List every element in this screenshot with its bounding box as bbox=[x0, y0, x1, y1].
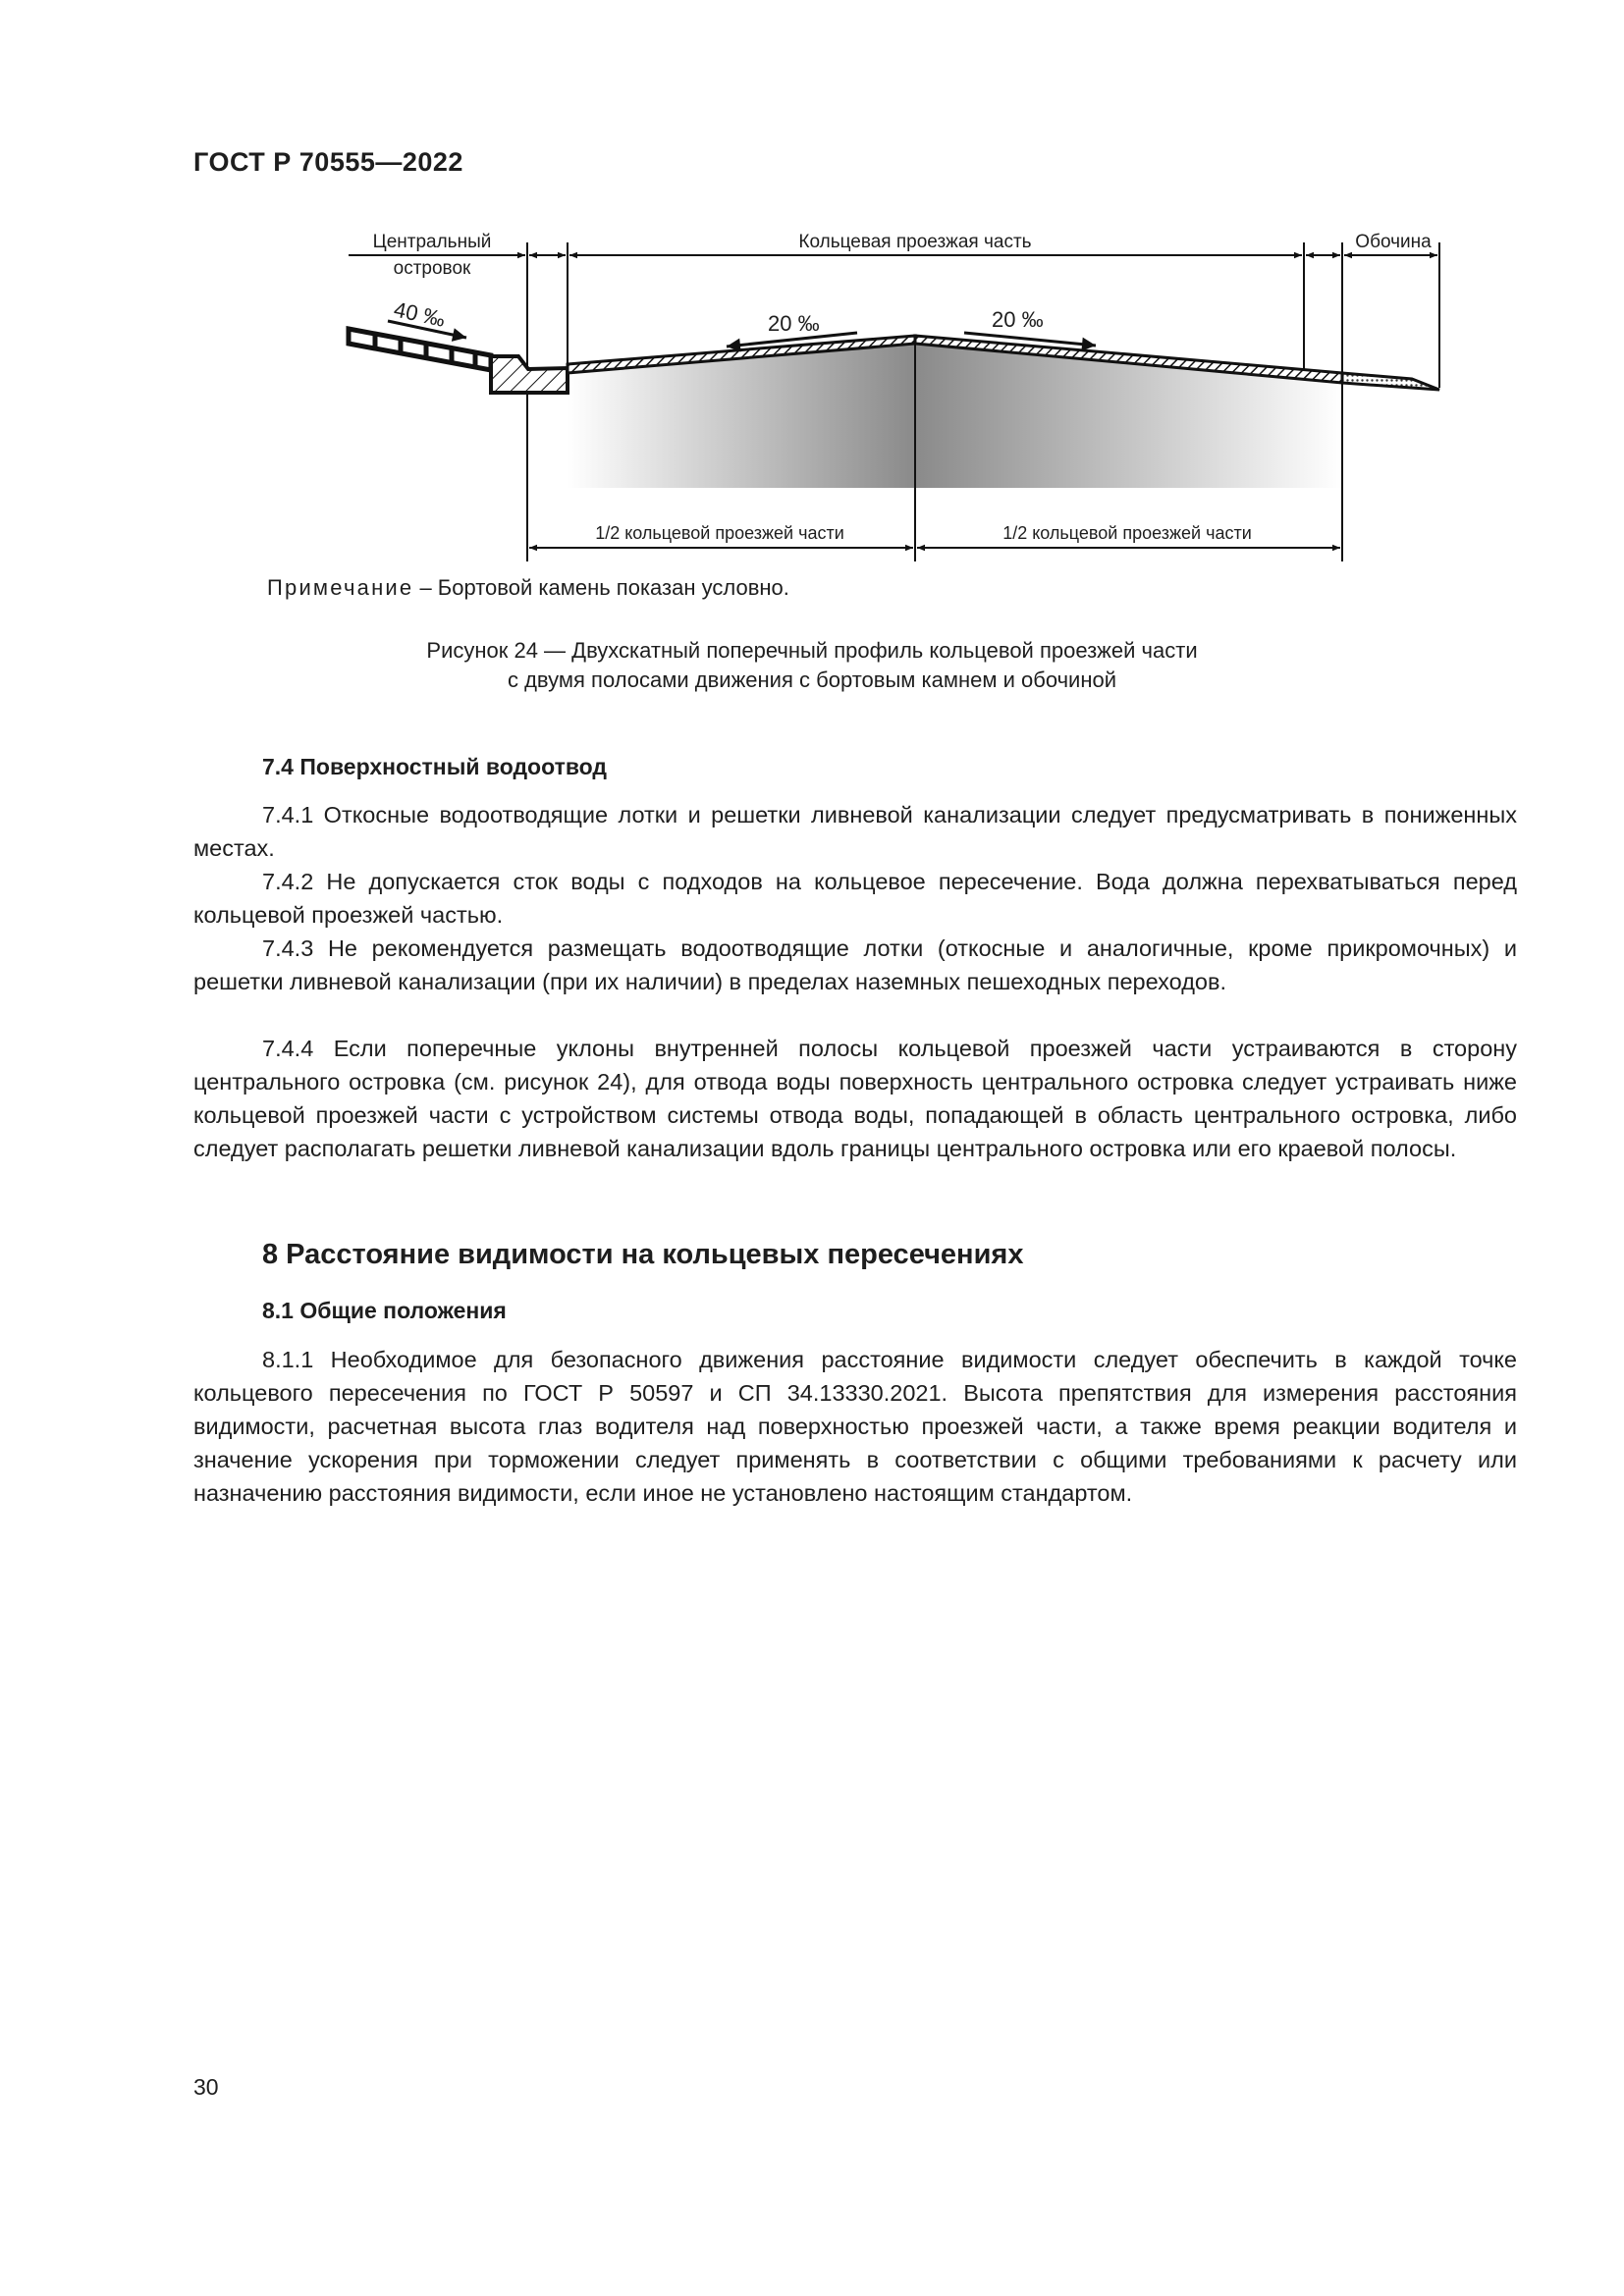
label-central-island-2: островок bbox=[393, 258, 471, 279]
paragraph-7-4-4: 7.4.4 Если поперечные уклоны внутренней полосы кольцевой проезжей части устраиваются в сторону центрального островка (см. рисунок 24), для отвода воды поверхность центрального островка следует устраивать ниже кольцевой проезжей части с устройством системы отвода воды, попадающей в область центрального островка, либо следует располагать решетки ливневой канализации вдоль границы центрального островка или его краевой полосы. bbox=[193, 1036, 1517, 1161]
curb-stone bbox=[491, 356, 568, 393]
central-island-paving bbox=[349, 329, 491, 370]
paragraph-8-1-1: 8.1.1 Необходимое для безопасного движения расстояние видимости следует обеспечить в каждой точке кольцевого пересечения по ГОСТ Р 50597 и СП 34.13330.2021. Высота препятствия для измерения расстояния видимости, расчетная высота глаз водителя над поверхностью проезжей части, а также время реакции водителя и значение ускорения при торможении следует применять в соответствии с общими требованиями к расчету или назначению расстояния видимости, если иное не установлено настоящим стандартом. bbox=[193, 1347, 1517, 1506]
section-heading-7-4: 7.4 Поверхностный водоотвод bbox=[262, 754, 608, 779]
label-half-left: 1/2 кольцевой проезжей части bbox=[595, 523, 844, 543]
paragraph-7-4-2: 7.4.2 Не допускается сток воды с подходов на кольцевое пересечение. Вода должна перехватываться перед кольцевой проезжей частью. bbox=[193, 869, 1517, 928]
label-half-right: 1/2 кольцевой проезжей части bbox=[1002, 523, 1252, 543]
label-shoulder: Обочина bbox=[1355, 232, 1432, 252]
figure-caption-line-2: с двумя полосами движения с бортовым камнем и обочиной bbox=[507, 667, 1117, 692]
label-slope-island: 40 ‰ bbox=[391, 296, 448, 332]
figure-caption-line-1: Рисунок 24 — Двухскатный поперечный профиль кольцевой проезжей части bbox=[426, 638, 1198, 663]
label-slope-right: 20 ‰ bbox=[992, 307, 1044, 332]
figure-note bbox=[267, 575, 789, 601]
section-heading-8-1: 8.1 Общие положения bbox=[262, 1298, 507, 1323]
label-central-island: Центральный bbox=[372, 232, 492, 252]
page-number: 30 bbox=[193, 2074, 219, 2100]
note-prefix: Примечание bbox=[267, 575, 414, 600]
label-ring-carriageway: Кольцевая проезжая часть bbox=[798, 232, 1032, 252]
cross-section-figure bbox=[0, 0, 1624, 628]
document-header: ГОСТ Р 70555—2022 bbox=[193, 147, 463, 177]
paragraph-7-4-1: 7.4.1 Откосные водоотводящие лотки и решетки ливневой канализации следует предусматривать в пониженных местах. bbox=[193, 802, 1517, 861]
shoulder-layer bbox=[1342, 373, 1439, 390]
paragraph-7-4-3: 7.4.3 Не рекомендуется размещать водоотводящие лотки (откосные и аналогичные, кроме прикромочных) и решетки ливневой канализации (при их наличии) в пределах наземных пешеходных переходов. bbox=[193, 935, 1517, 994]
section-heading-8: 8 Расстояние видимости на кольцевых пересечениях bbox=[262, 1239, 1024, 1270]
note-text: – Бортовой камень показан условно. bbox=[413, 575, 789, 600]
label-slope-left: 20 ‰ bbox=[768, 311, 820, 336]
